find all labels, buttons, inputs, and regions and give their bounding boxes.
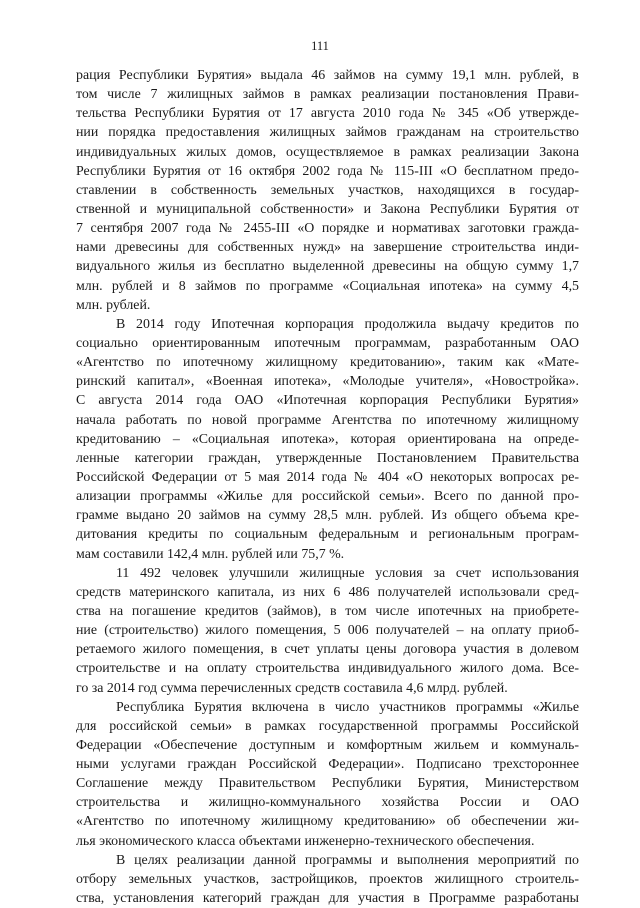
- text-line: ние (строительство) жилого помещения, 5 006 получателей – на оплату приоб-: [76, 623, 579, 639]
- text-line: го за 2014 год сумма перечисленных средств составила 4,6 млрд. рублей.: [76, 680, 508, 696]
- text-line: 7 сентября 2007 года № 2455-III «О порядке и нормативах заготовки гражда-: [76, 221, 579, 237]
- body-text: [76, 66, 579, 908]
- text-line: ственной и муниципальной собственности» и Закона Республики Бурятия от: [76, 201, 579, 217]
- text-line: ализации программы «Жилье для российской семьи». Всего по данной про-: [76, 489, 579, 505]
- text-line: дитования кредиты по социальным федеральным и региональным програм-: [76, 527, 579, 543]
- text-line: Российской Федерации от 5 мая 2014 года № 404 «О некоторых вопросах ре-: [76, 469, 579, 485]
- text-line: тельства Республики Бурятия от 17 августа 2010 года № 345 «Об утвержде-: [76, 106, 579, 122]
- text-line: для российской семьи» в рамках государственной программы Российской: [76, 718, 579, 734]
- text-line: рация Республики Бурятия» выдала 46 займов на сумму 19,1 млн. рублей, в: [76, 68, 579, 83]
- text-line: Республики Бурятия от 16 октября 2002 года № 115-III «О бесплатном предо-: [76, 163, 579, 179]
- text-line: Федерации «Обеспечение доступным и комфортным жильем и коммуналь-: [76, 737, 579, 753]
- text-line: том числе 7 жилищных займов в рамках реализации постановления Прави-: [76, 87, 579, 103]
- text-line: видуального жилья из бесплатно выделенной древесины на общую сумму 1,7: [76, 259, 579, 275]
- text-line: «Агентство по ипотечному жилищному кредитованию», таким как «Мате-: [76, 355, 579, 371]
- text-line: начала работать по новой программе Агентства по ипотечному жилищному: [76, 412, 579, 428]
- text-line: социально ориентированным ипотечным программам, разработанным ОАО: [76, 335, 579, 351]
- text-line: млн. рублей и 8 займов по программе «Социальная ипотека» на сумму 4,5: [76, 278, 579, 294]
- text-line: индивидуальных жилых домов, осуществляемое в рамках реализации Закона: [76, 144, 579, 160]
- text-line: нии порядка предоставления жилищных займов гражданам на строительство: [76, 125, 579, 141]
- text-line: В целях реализации данной программы и выполнения мероприятий по: [116, 852, 579, 868]
- text-line: грамме выдано 20 займов на сумму 28,5 млн. рублей. Из общего объема кре-: [76, 508, 579, 524]
- text-line: лья экономического класса объектами инженерно-технического обеспечения.: [76, 833, 535, 849]
- text-line: ретаемого жилого помещения, в счет уплаты цены договора участия в долевом: [76, 642, 579, 658]
- text-line: ленные категории граждан, утвержденные Постановлением Правительства: [76, 450, 579, 466]
- text-line: ства на погашение кредитов (займов), в том числе ипотечных на приобрете-: [76, 603, 579, 619]
- text-line: кредитованию – «Социальная ипотека», которая ориентирована на опреде-: [76, 431, 579, 447]
- text-line: ринский капитал», «Военная ипотека», «Молодые учителя», «Новостройка».: [76, 374, 579, 390]
- text-line: строительства и жилищно-коммунального хозяйства России и ОАО: [76, 795, 579, 811]
- text-line: строительстве и на оплату строительства индивидуального жилого дома. Все-: [76, 661, 579, 677]
- text-line: отбору земельных участков, застройщиков, проектов жилищного строитель-: [76, 871, 579, 887]
- text-line: Республика Бурятия включена в число участников программы «Жилье: [116, 699, 579, 715]
- text-line: ными услугами граждан Российской Федерации». Подписано трехстороннее: [76, 757, 579, 773]
- page-number: 111: [311, 39, 329, 53]
- text-line: 11 492 человек улучшили жилищные условия за счет использования: [116, 565, 579, 581]
- text-line: ставлении в собственность земельных участков, находящихся в государ-: [76, 182, 579, 198]
- text-line: В 2014 году Ипотечная корпорация продолжила выдачу кредитов по: [116, 316, 579, 332]
- text-line: «Агентство по ипотечному жилищному кредитованию» об обеспечении жи-: [76, 814, 579, 830]
- text-line: средств материнского капитала, из них 6 486 получателей использовали сред-: [76, 584, 579, 600]
- text-line: Соглашение между Правительством Республики Бурятия, Министерством: [76, 776, 579, 792]
- text-line: мам составили 142,4 млн. рублей или 75,7 %.: [76, 546, 345, 562]
- text-line: нами древесины для собственных нужд» на завершение строительства инди-: [76, 240, 579, 256]
- text-line: С августа 2014 года ОАО «Ипотечная корпорация Республики Бурятия»: [76, 393, 579, 409]
- text-line: ства, установления категорий граждан для участия в Программе разработаны: [76, 891, 579, 907]
- text-line: млн. рублей.: [76, 297, 151, 313]
